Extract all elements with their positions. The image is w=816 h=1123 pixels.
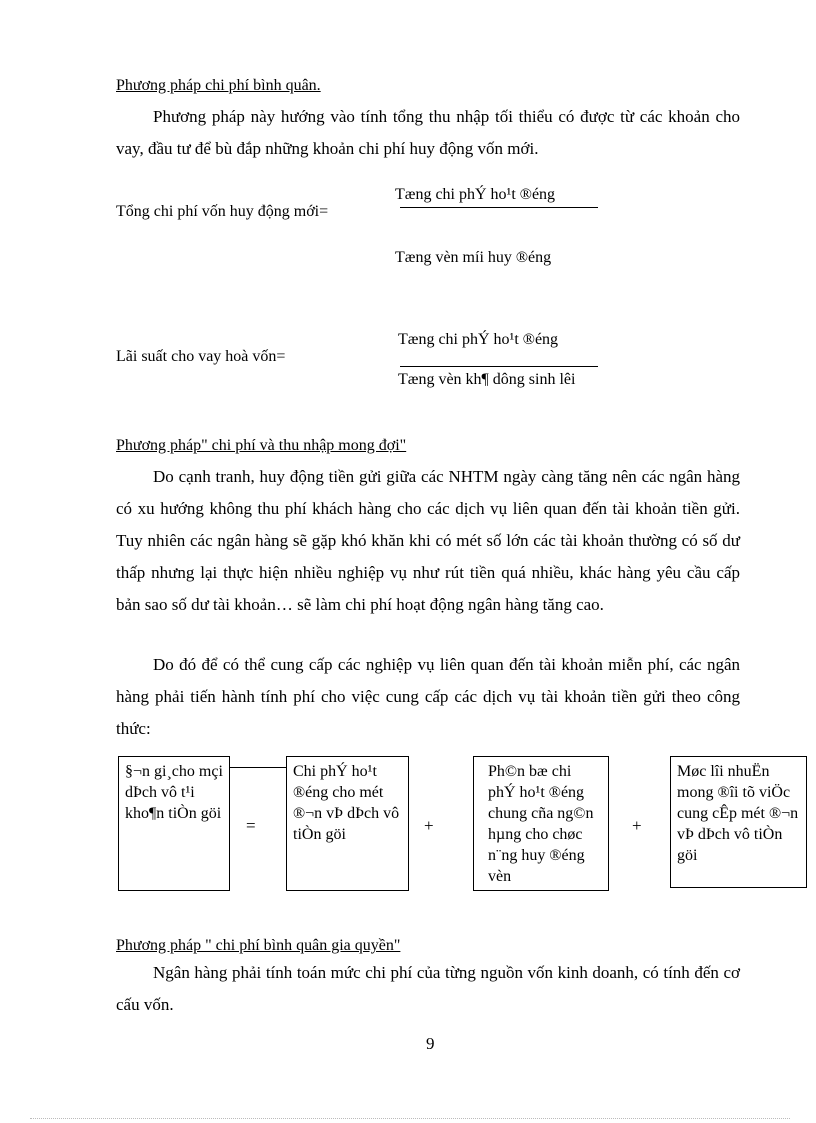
- formula-label-total-cost: Tổng chi phí vốn huy động mới=: [116, 203, 329, 220]
- formula-numerator: Tæng chi phÝ ho¹t ®éng: [398, 331, 559, 348]
- section-heading-weighted-average-cost: Phương pháp " chi phí bình quân gia quyền": [116, 937, 401, 954]
- formula-denominator: Tæng vèn míi huy ®éng: [395, 249, 552, 266]
- paragraph-weighted-average: Ngân hàng phải tính toán mức chi phí của từng nguồn vốn kinh doanh, có tính đến cơ cấu vốn.: [116, 963, 740, 1014]
- section-heading-average-cost: Phương pháp chi phí bình quân.: [116, 77, 321, 94]
- equation-box-expected-profit: Møc lîi nhuËn mong ®îi tõ viÖc cung cÊp mét ®¬n vÞ dÞch vô tiÒn göi: [670, 756, 807, 888]
- page-number: 9: [426, 1034, 435, 1053]
- formula-denominator: Tæng vèn kh¶ dông sinh lêi: [398, 371, 576, 388]
- formula-label-break-even-rate: Lãi suất cho vay hoà vốn=: [116, 348, 286, 365]
- equation-box-overhead-allocation: Ph©n bæ chi phÝ ho¹t ®éng chung cña ng©n hµng cho chøc n¨ng huy ®éng vèn: [473, 756, 609, 891]
- section-heading-expected-cost-income: Phương pháp" chi phí và thu nhập mong đợi": [116, 437, 407, 454]
- plus-sign: +: [632, 816, 642, 835]
- paragraph-average-cost: Phương pháp này hướng vào tính tổng thu nhập tối thiểu có được từ các khoản cho vay, đầu tư để bù đắp những khoản chi phí huy động vốn mới.: [116, 107, 740, 158]
- fraction-line: [400, 366, 598, 367]
- connector-line: [230, 767, 286, 768]
- equation-box-operating-cost: Chi phÝ ho¹t ®éng cho mét ®¬n vÞ dÞch vô tiÒn göi: [286, 756, 409, 891]
- equals-sign: =: [246, 816, 256, 835]
- fraction-line: [400, 207, 598, 208]
- equation-box-unit-price: §¬n gi¸cho mçi dÞch vô t¹i kho¶n tiÒn göi: [118, 756, 230, 891]
- plus-sign: +: [424, 816, 434, 835]
- page-bottom-border: [30, 1118, 790, 1119]
- formula-numerator: Tæng chi phÝ ho¹t ®éng: [395, 186, 556, 203]
- paragraph-competition: Do cạnh tranh, huy động tiền gửi giữa các NHTM ngày càng tăng nên các ngân hàng có xu hướng không thu phí khách hàng cho các dịch vụ liên quan đến tài khoản tiền gửi. Tuy nhiên các ngân hàng sẽ gặp khó khăn khi có mét số lớn các tài khoản thường có số dư thấp nhưng lại thực hiện nhiều nghiệp vụ như rút tiền quá nhiều, khác hàng yêu cầu cấp bản sao số dư tài khoản… sẽ làm chi phí hoạt động ngân hàng tăng cao.: [116, 467, 740, 614]
- paragraph-fee-formula: Do đó để có thể cung cấp các nghiệp vụ liên quan đến tài khoản miễn phí, các ngân hàng phải tiến hành tính phí cho việc cung cấp các dịch vụ tài khoản tiền gửi theo công thức:: [116, 655, 740, 738]
